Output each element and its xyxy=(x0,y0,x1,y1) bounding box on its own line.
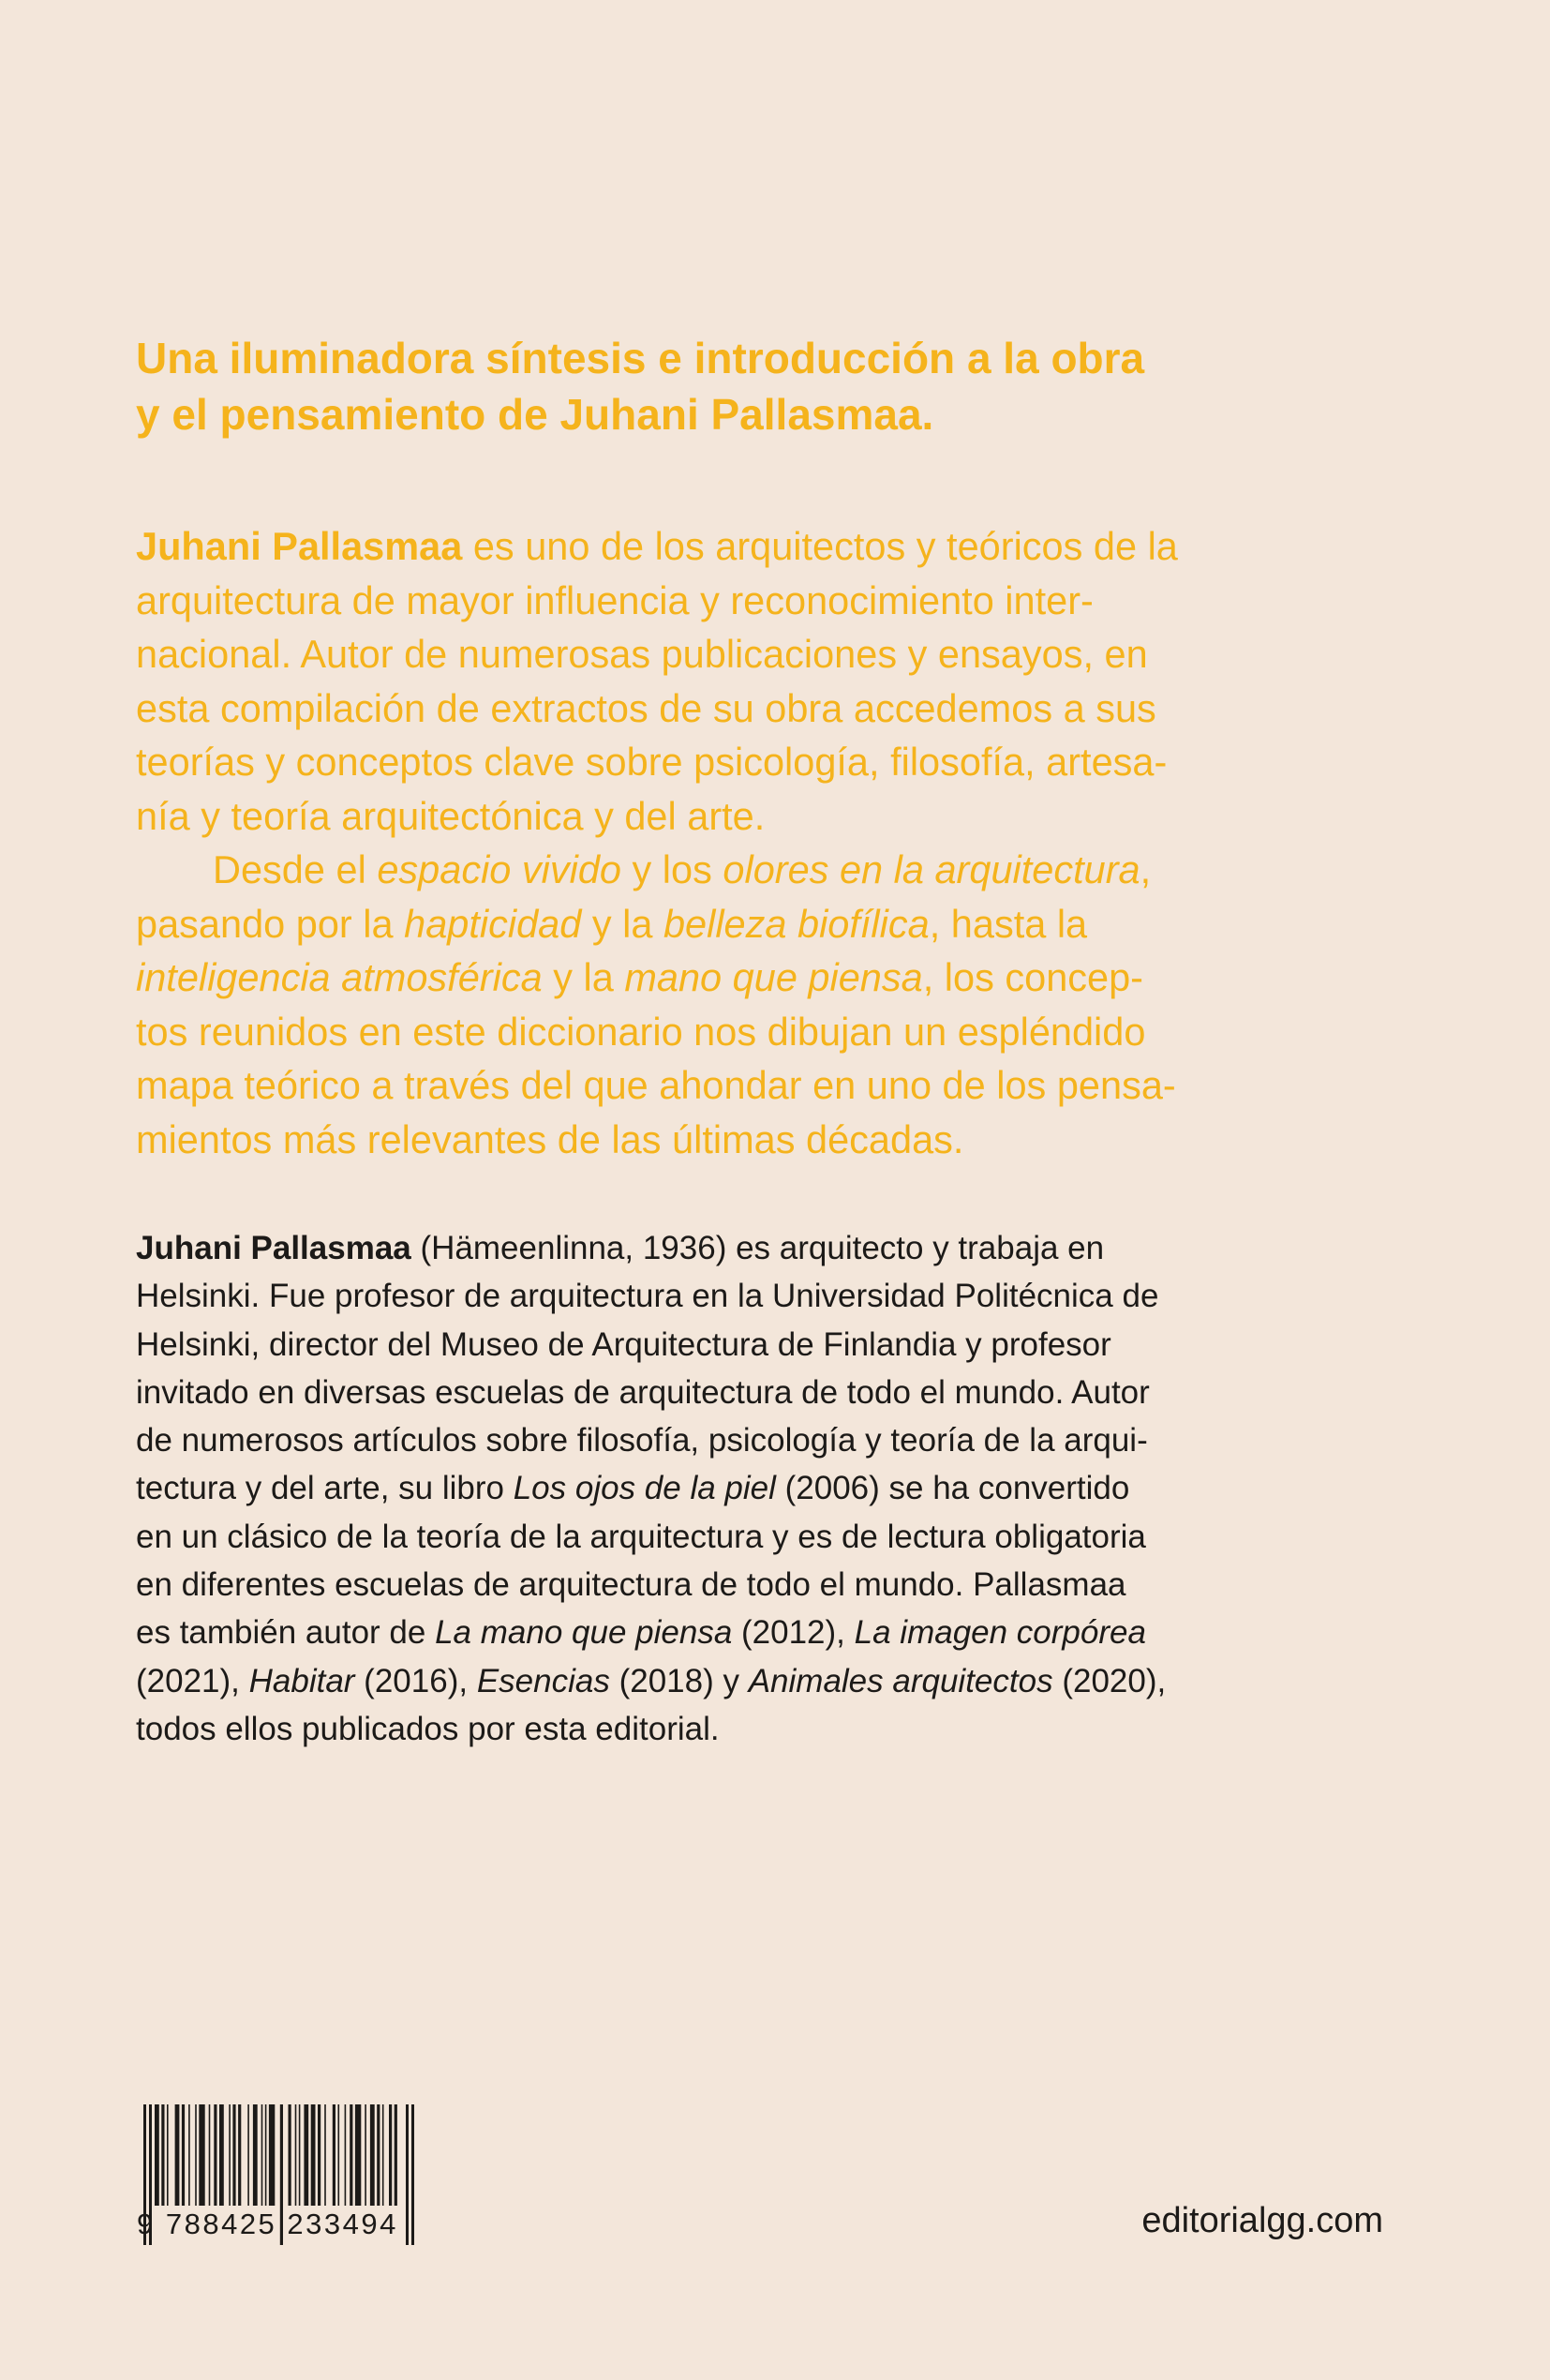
barcode-bar xyxy=(324,2104,326,2206)
barcode-bar xyxy=(265,2104,267,2206)
barcode-bar xyxy=(195,2104,197,2206)
barcode-bar xyxy=(199,2104,204,2206)
barcode-bar xyxy=(382,2104,384,2206)
bio-line: invitado en diversas escuelas de arquitectura de todo el mundo. Autor xyxy=(136,1373,1150,1411)
tagline-line: y el pensamiento de Juhani Pallasmaa. xyxy=(136,390,934,439)
barcode-bar xyxy=(214,2104,216,2206)
barcode-bar xyxy=(289,2104,291,2206)
barcode-bar xyxy=(253,2104,258,2206)
blurb-line: tos reunidos en este diccionario nos dibujan un espléndido xyxy=(136,1009,1146,1054)
bio-line: en diferentes escuelas de arquitectura de todo el mundo. Pallasmaa xyxy=(136,1566,1126,1604)
concept-term: mano que piensa xyxy=(624,955,923,999)
barcode-bar xyxy=(182,2104,185,2206)
barcode-bar xyxy=(269,2104,275,2206)
bio-line: Helsinki, director del Museo de Arquitectura de Finlandia y profesor xyxy=(136,1325,1111,1363)
barcode-bar xyxy=(350,2104,352,2206)
author-name: Juhani Pallasmaa xyxy=(136,1230,411,1266)
barcode-bar xyxy=(318,2104,320,2206)
blurb-line: mientos más relevantes de las últimas décadas. xyxy=(136,1116,964,1161)
author-name: Juhani Pallasmaa xyxy=(136,524,463,568)
blurb-line: Desde el espacio vivido y los olores en la arquitectura, xyxy=(213,847,1152,891)
barcode-bar xyxy=(365,2104,366,2206)
bio-line: tectura y del arte, su libro Los ojos de la piel (2006) se ha convertido xyxy=(136,1470,1130,1507)
blurb-line: arquitectura de mayor influencia y reconocimiento inter- xyxy=(136,577,1094,622)
book-title: Animales arquitectos xyxy=(748,1662,1053,1699)
blurb-line: Juhani Pallasmaa es uno de los arquitectos y teóricos de la xyxy=(136,524,1178,568)
barcode-bar xyxy=(395,2104,397,2206)
bio-line: Juhani Pallasmaa (Hämeenlinna, 1936) es arquitecto y trabaja en xyxy=(136,1230,1105,1266)
bio-line: (2021), Habitar (2016), Esencias (2018) y Animales arquitectos (2020), xyxy=(136,1662,1167,1699)
barcode-bar xyxy=(232,2104,235,2206)
barcode-bar xyxy=(261,2104,263,2206)
concept-term: olores en la arquitectura xyxy=(723,847,1140,891)
isbn-number: 9 788425 233494 xyxy=(137,2208,398,2240)
barcode-bar xyxy=(299,2104,301,2206)
concept-term: inteligencia atmosférica xyxy=(136,955,543,999)
barcode-bar xyxy=(333,2104,335,2206)
barcode-bar xyxy=(209,2104,211,2206)
barcode-bar xyxy=(377,2104,380,2206)
blurb-line: teorías y conceptos clave sobre psicología, filosofía, artesa- xyxy=(136,740,1168,784)
book-title: La imagen corpórea xyxy=(854,1614,1146,1652)
concept-term: belleza biofílica xyxy=(663,901,930,946)
concept-term: espacio vivido xyxy=(377,847,621,891)
blurb-line: nía y teoría arquitectónica y del arte. xyxy=(136,793,766,838)
bio-line: es también autor de La mano que piensa (2012), La imagen corpórea xyxy=(136,1614,1146,1652)
book-title: Habitar xyxy=(248,1662,355,1699)
barcode-bar xyxy=(161,2104,164,2206)
barcode-bar xyxy=(247,2104,249,2206)
blurb-line: nacional. Autor de numerosas publicaciones y ensayos, en xyxy=(136,632,1148,676)
barcode-bar xyxy=(345,2104,347,2206)
barcode-bar xyxy=(370,2104,375,2206)
tagline-line: Una iluminadora síntesis e introducción a la obra xyxy=(136,334,1145,382)
bio-line: en un clásico de la teoría de la arquitectura y es de lectura obligatoria xyxy=(136,1518,1146,1555)
blurb-line: inteligencia atmosférica y la mano que piensa, los concep- xyxy=(136,955,1144,999)
barcode-bar xyxy=(355,2104,361,2206)
barcode-bar xyxy=(167,2104,169,2206)
barcode-bar xyxy=(219,2104,224,2206)
book-title: Esencias xyxy=(476,1662,610,1699)
bio-line: de numerosos artículos sobre filosofía, psicología y teoría de la arqui- xyxy=(136,1422,1148,1459)
blurb-line: pasando por la hapticidad y la belleza biofílica, hasta la xyxy=(136,901,1088,946)
barcode-bar xyxy=(229,2104,231,2206)
author-bio xyxy=(136,1224,1410,1753)
barcode-bar xyxy=(389,2104,392,2206)
book-title: Los ojos de la piel xyxy=(513,1470,776,1507)
concept-term: hapticidad xyxy=(404,901,582,946)
barcode-bar xyxy=(238,2104,241,2206)
barcode-bar xyxy=(295,2104,297,2206)
blurb-line: esta compilación de extractos de su obra accedemos a sus xyxy=(136,685,1156,730)
barcode-bar xyxy=(188,2104,190,2206)
barcode-bar xyxy=(311,2104,316,2206)
bio-line: Helsinki. Fue profesor de arquitectura en la Universidad Politécnica de xyxy=(136,1278,1159,1315)
blurb xyxy=(136,519,1448,1166)
tagline xyxy=(136,330,1429,442)
blurb-line: mapa teórico a través del que ahondar en uno de los pensa- xyxy=(136,1063,1176,1107)
barcode-bar xyxy=(338,2104,340,2206)
barcode-bar xyxy=(304,2104,308,2206)
bio-line: todos ellos publicados por esta editorial. xyxy=(136,1710,720,1747)
barcode-bar xyxy=(155,2104,159,2206)
publisher-website: editorialgg.com xyxy=(1141,2201,1383,2240)
book-title: La mano que piensa xyxy=(435,1614,733,1652)
barcode-bar xyxy=(175,2104,180,2206)
